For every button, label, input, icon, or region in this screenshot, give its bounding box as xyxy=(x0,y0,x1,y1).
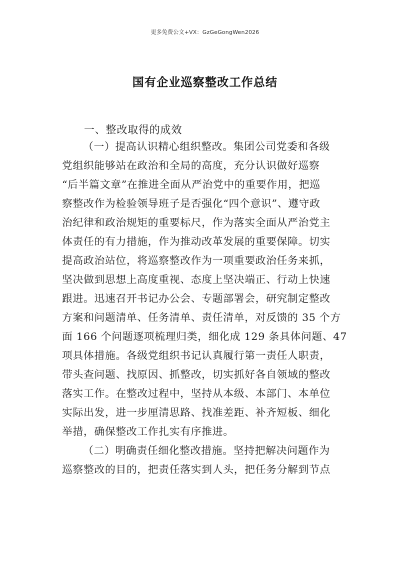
body-line: （二）明确责任细化整改措施。坚持把解决问题作为 xyxy=(83,445,331,457)
body-line: 落实工作。在整改过程中，坚持从本级、本部门、本单位 xyxy=(62,388,331,400)
body-line: 党组织能够站在政治和全局的高度，充分认识做好巡察 xyxy=(62,160,320,172)
body-line: 察整改作为检验领导班子是否强化“四个意识”、遵守政 xyxy=(62,198,321,210)
body-line: “后半篇文章”在推进全面从严治党中的重要作用，把巡 xyxy=(62,179,321,191)
section-heading: 一、整改取得的成效 xyxy=(84,124,183,136)
header-note: 更多免费公文+VX：GzGeGongWen2026 xyxy=(150,30,260,36)
body-line: 提高政治站位，将巡察整改作为一项重要政治任务来抓， xyxy=(62,255,331,267)
body-line: 带头查问题、找原因、抓整改，切实抓好各自领域的整改 xyxy=(62,369,331,381)
body-line: 体责任的有力措施，作为推动改革发展的重要保障。切实 xyxy=(62,236,331,248)
document-body xyxy=(62,138,362,480)
document-title: 国有企业巡察整改工作总结 xyxy=(132,75,278,89)
body-line: 方案和问题清单、任务清单、责任清单，对反馈的 35 个方 xyxy=(62,312,341,324)
body-line: 实际出发，进一步厘清思路、找准差距、补齐短板、细化 xyxy=(62,407,331,419)
body-line: （一）提高认识精心组织整改。集团公司党委和各级 xyxy=(83,141,331,153)
body-line: 举措，确保整改工作扎实有序推进。 xyxy=(62,426,234,438)
body-line: 巡察整改的目的，把责任落实到人头，把任务分解到节点 xyxy=(62,464,331,476)
body-line: 跟进。迅速召开书记办公会、专题部署会，研究制定整改 xyxy=(62,293,331,305)
body-line: 坚决做到思想上高度重视、态度上坚决端正、行动上快速 xyxy=(62,274,331,286)
body-line: 面 166 个问题逐项梳理归类，细化成 129 条具体问题、47 xyxy=(62,331,348,343)
body-line: 治纪律和政治规矩的重要标尺，作为落实全面从严治党主 xyxy=(62,217,331,229)
body-line: 项具体措施。各级党组织书记认真履行第一责任人职责， xyxy=(62,350,331,362)
